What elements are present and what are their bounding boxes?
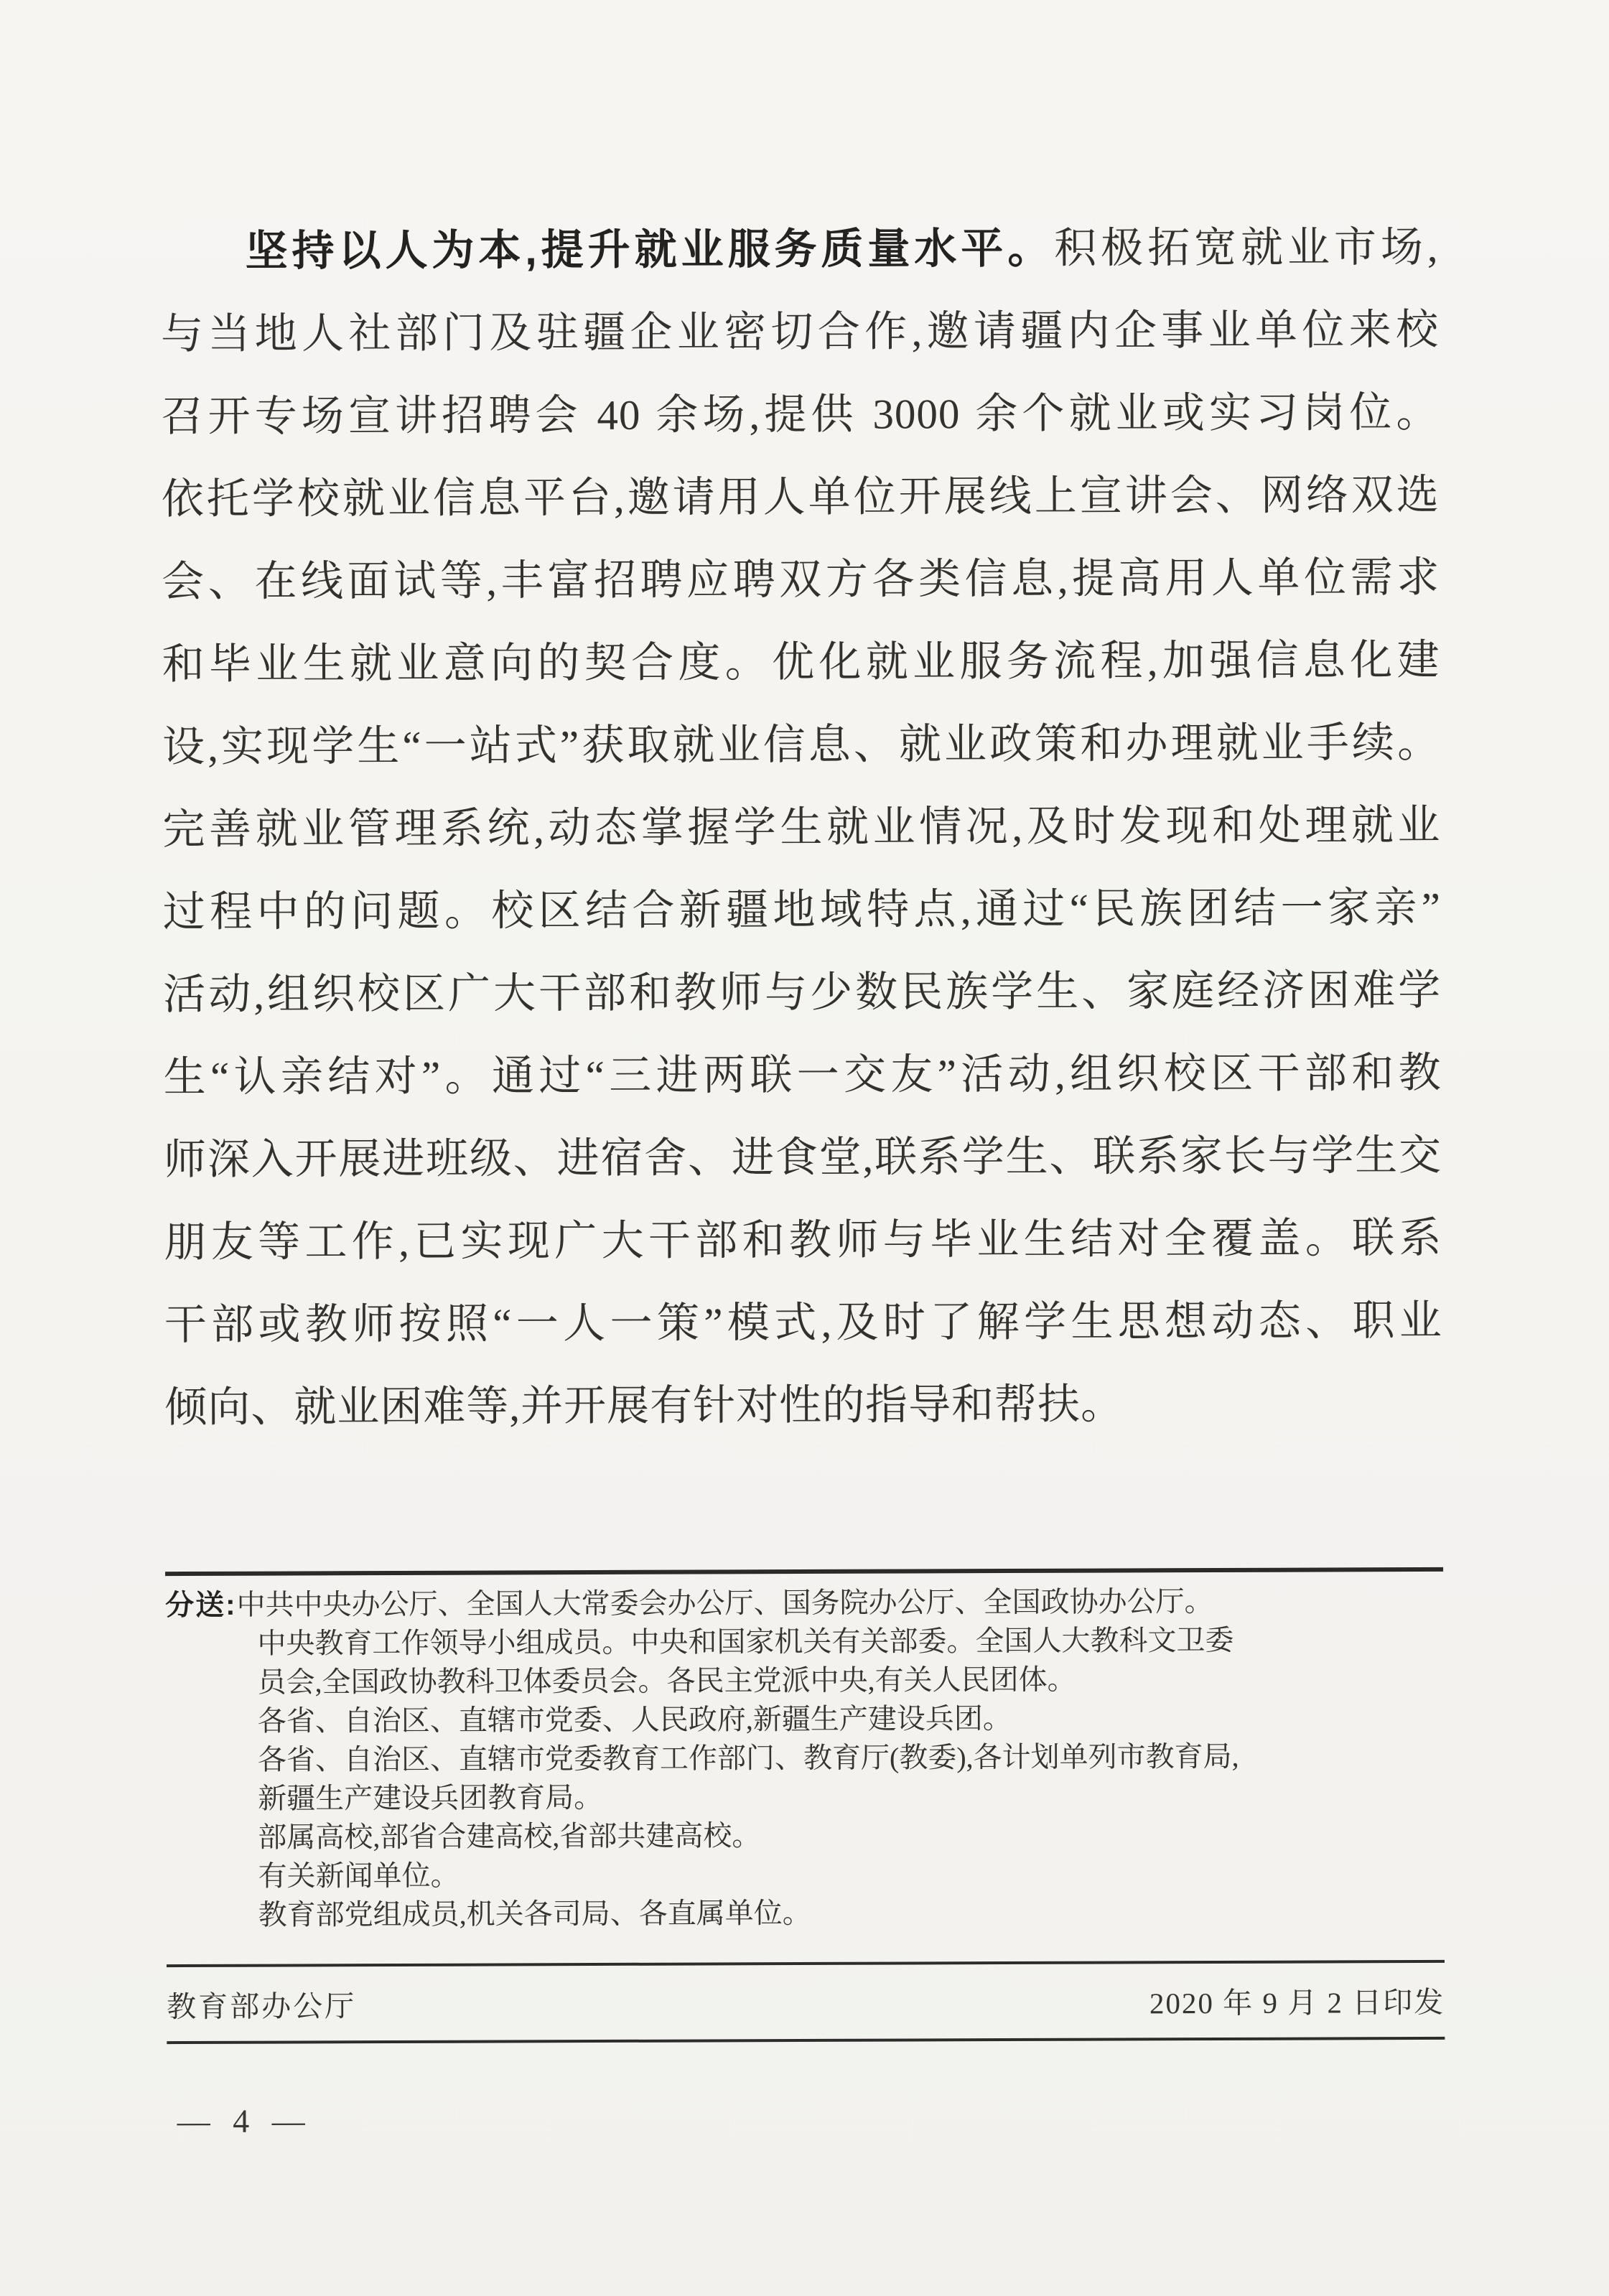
print-date: 2020 年 9 月 2 日印发 [1149, 1985, 1445, 2020]
distribution-line [165, 1582, 1443, 1625]
distribution-label: 分送: [165, 1589, 237, 1622]
body-text-line: 过程中的问题。校区结合新疆地域特点,通过“民族团结一家亲” [162, 883, 1441, 936]
body-text-line: 活动,组织校区广大干部和教师与少数民族学生、家庭经济困难学 [163, 966, 1442, 1019]
footer-bar [167, 1960, 1445, 2044]
body-text-line: 完善就业管理系统,动态掌握学生就业情况,及时发现和处理就业 [162, 801, 1441, 854]
body-text-line: 师深入开展进班级、进宿舍、进食堂,联系学生、联系家长与学生交 [163, 1131, 1442, 1184]
body-text-line: 朋友等工作,已实现广大干部和教师与毕业生结对全覆盖。联系 [164, 1213, 1442, 1266]
body-text-line: 干部或教师按照“一人一策”模式,及时了解学生思想动态、职业 [164, 1296, 1442, 1349]
issuing-office: 教育部办公厅 [167, 1989, 357, 2024]
page-number: — 4 — [177, 2102, 312, 2140]
paragraph-lead-emphasis: 坚持以人为本,提升就业服务质量水平。 [245, 224, 1055, 275]
body-text-line [160, 206, 1438, 293]
distribution-line: 有关新闻单位。 [258, 1859, 460, 1893]
body-text-line: 设,实现学生“一站式”获取就业信息、就业政策和办理就业手续。 [162, 718, 1441, 771]
distribution-line: 教育部党组成员,机关各司局、各直属单位。 [258, 1896, 811, 1931]
distribution-line: 新疆生产建设兵团教育局。 [258, 1781, 603, 1815]
body-paragraph [160, 206, 1442, 1449]
distribution-line: 中央教育工作领导小组成员。中央和国家机关有关部委。全国人大教科文卫委 [257, 1623, 1234, 1660]
distribution-line: 员会,全国政协教科卫体委员会。各民主党派中央,有关人民团体。 [257, 1663, 1076, 1699]
distribution-line-text: 中共中央办公厅、全国人大常委会办公厅、国务院办公厅、全国政协办公厅。 [236, 1585, 1213, 1621]
body-text-line: 召开专场宣讲招聘会 40 余场,提供 3000 余个就业或实习岗位。 [161, 388, 1440, 441]
body-text-line: 会、在线面试等,丰富招聘应聘双方各类信息,提高用人单位需求 [162, 553, 1440, 606]
distribution-list [165, 1567, 1445, 1935]
distribution-line: 各省、自治区、直辖市党委教育工作部门、教育厅(教委),各计划单列市教育局, [257, 1740, 1239, 1776]
distribution-line: 各省、自治区、直辖市党委、人民政府,新疆生产建设兵团。 [257, 1702, 1012, 1737]
body-text-line: 依托学校就业信息平台,邀请用人单位开展线上宣讲会、网络双选 [161, 470, 1440, 523]
body-text-line: 生“认亲结对”。通过“三进两联一交友”活动,组织校区干部和教 [163, 1048, 1442, 1101]
body-text-line: 倾向、就业困难等,并开展有针对性的指导和帮扶。 [164, 1380, 1124, 1432]
body-text-line: 和毕业生就业意向的契合度。优化就业服务流程,加强信息化建 [162, 635, 1440, 689]
paragraph-lead-rest: 积极拓宽就业市场, [1054, 223, 1439, 272]
body-text-line: 与当地人社部门及驻疆企业密切合作,邀请疆内企事业单位来校 [160, 305, 1440, 358]
distribution-line: 部属高校,部省合建高校,省部共建高校。 [258, 1819, 761, 1854]
